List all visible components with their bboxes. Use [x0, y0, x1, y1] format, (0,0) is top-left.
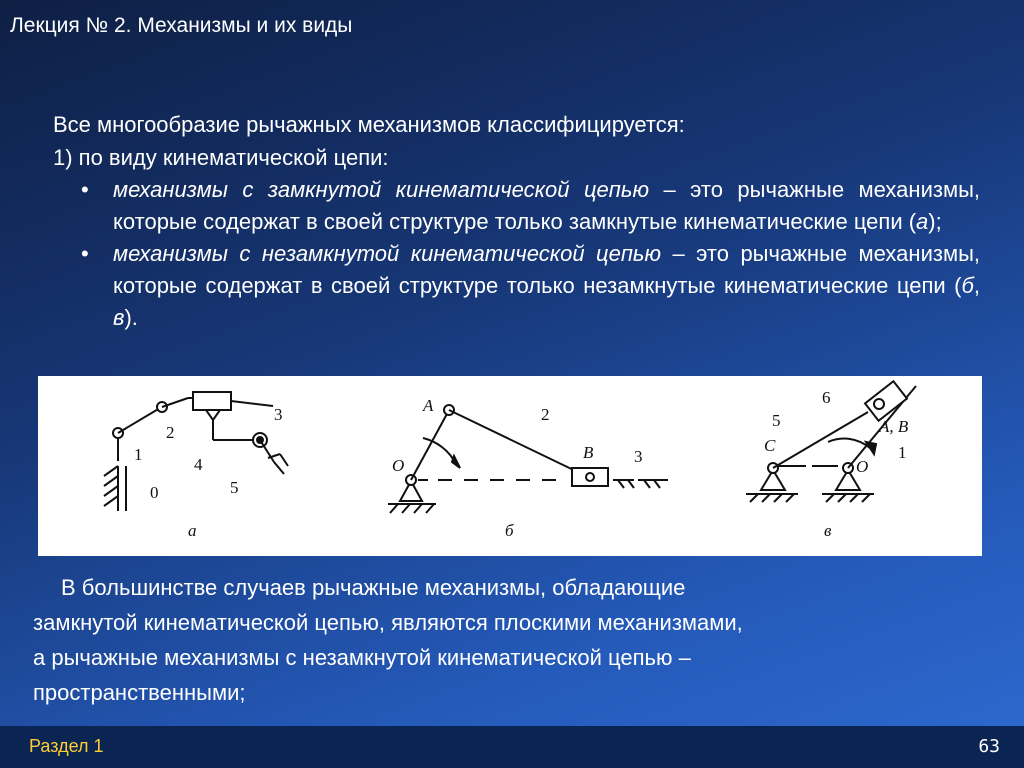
bullet-sep: , — [973, 273, 980, 298]
label-1c: 1 — [898, 443, 907, 462]
caption-c: в — [824, 521, 832, 540]
bullet-term: механизмы с замкнутой кинематической цепью — [113, 177, 649, 202]
conclusion-text — [33, 570, 993, 710]
intro-line: Все многообразие рычажных механизмов классифицируется: — [53, 112, 685, 137]
footer-bar — [0, 726, 1024, 768]
bullet-ref-2: в — [113, 305, 125, 330]
conclusion-line: В большинстве случаев рычажные механизмы, обладающие — [61, 575, 686, 600]
label-AB: A, B — [879, 417, 909, 436]
label-5: 5 — [230, 478, 239, 497]
bullet-text: – это рычажные механизмы, которые содержат в своей структуре только незамкнутые кинематические цепи ( — [113, 241, 980, 298]
bullet-end: ). — [124, 305, 138, 330]
page-number: 63 — [978, 736, 1000, 757]
label-3b: 3 — [634, 447, 643, 466]
body-text — [53, 108, 980, 334]
label-B: B — [583, 443, 594, 462]
label-3: 3 — [274, 405, 283, 424]
label-O: O — [392, 456, 405, 475]
diagram-a — [104, 392, 288, 511]
mechanism-figure — [38, 376, 982, 556]
bullet-list — [53, 174, 980, 334]
label-2: 2 — [166, 423, 175, 442]
label-0: 0 — [150, 483, 159, 502]
caption-b: б — [505, 521, 514, 540]
slide-title: Лекция № 2. Механизмы и их виды — [10, 14, 353, 37]
bullet-closed-chain — [53, 174, 980, 238]
bullet-open-chain — [53, 238, 980, 334]
caption-a: а — [188, 521, 197, 540]
conclusion-line: а рычажные механизмы с незамкнутой кинематической цепью – — [33, 645, 691, 670]
diagram-b — [388, 405, 668, 513]
label-5c: 5 — [772, 411, 781, 430]
bullet-ref: б — [961, 273, 974, 298]
conclusion-line: замкнутой кинематической цепью, являются плоскими механизмами, — [33, 610, 743, 635]
conclusion-line: пространственными; — [33, 680, 246, 705]
mechanism-diagrams — [38, 376, 982, 556]
label-1: 1 — [134, 445, 143, 464]
label-C: C — [764, 436, 776, 455]
bullet-text: – это рычажные механизмы, которые содержат в своей структуре только замкнутые кинематические цепи ( — [113, 177, 980, 234]
bullet-end: ); — [928, 209, 942, 234]
bullet-icon: • — [81, 177, 89, 202]
section-label: Раздел 1 — [29, 736, 104, 756]
bullet-icon: • — [81, 241, 89, 266]
label-A: A — [423, 396, 434, 415]
label-O-c: O — [856, 457, 869, 476]
label-4: 4 — [194, 455, 203, 474]
classification-heading: 1) по виду кинематической цепи: — [53, 145, 389, 170]
label-2b: 2 — [541, 405, 550, 424]
bullet-ref: а — [916, 209, 929, 234]
label-6c: 6 — [822, 388, 831, 407]
bullet-term: механизмы с незамкнутой кинематической цепью — [113, 241, 662, 266]
